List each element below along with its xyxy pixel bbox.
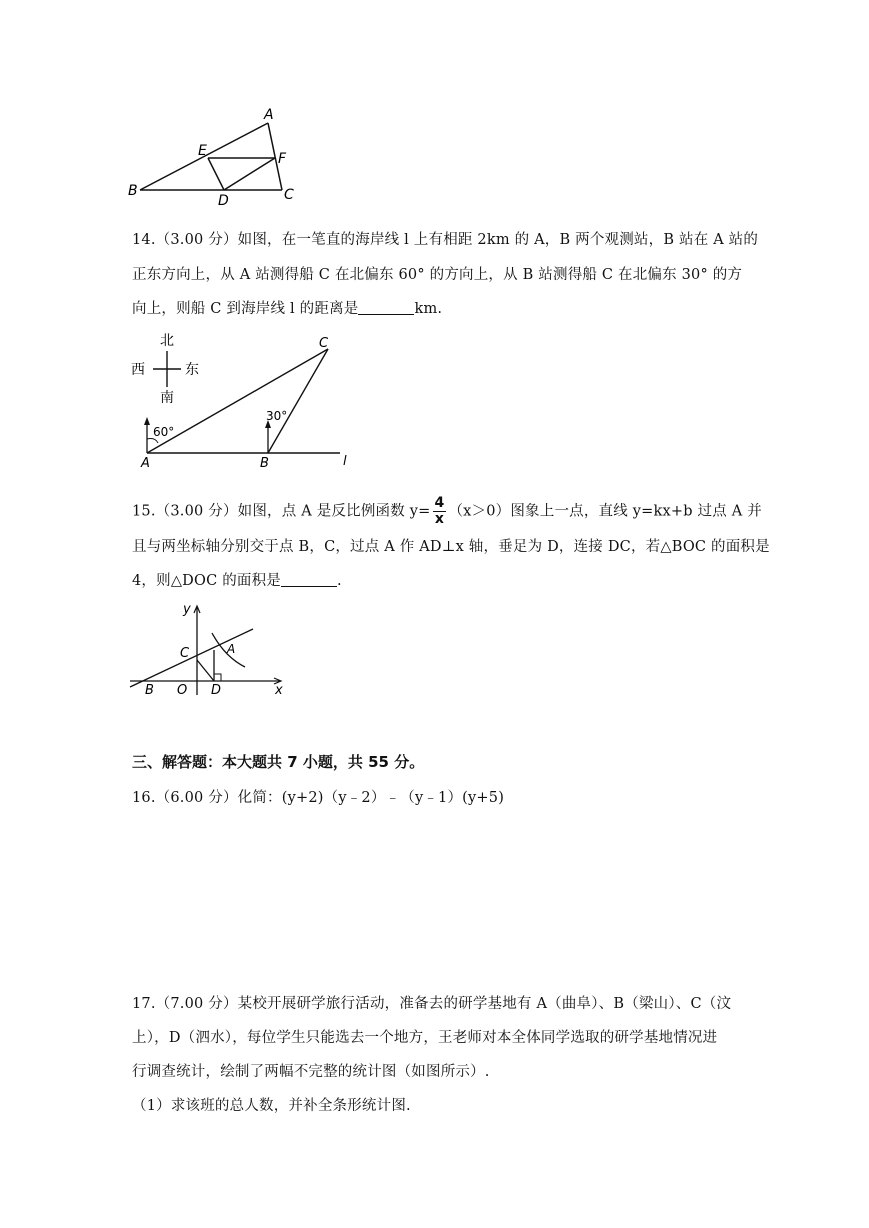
q15-line1-prefix: 15.（3.00 分）如图，点 A 是反比例函数 y= [132,503,431,520]
label-o: O [177,683,188,698]
angle-b-label: 30° [266,409,288,423]
segment-bc [268,349,328,453]
q14-line3 [132,297,442,318]
arrowhead-a [144,417,150,425]
segment-ac [147,349,328,453]
label-c: C [319,336,329,351]
label-a: A [264,107,274,123]
q15-line3-prefix: 4，则△DOC 的面积是 [132,573,281,589]
label-b: B [145,683,154,698]
label-x: x [275,683,283,698]
q16-text: 16.（6.00 分）化简：(y+2)（y﹣2）﹣（y﹣1）(y+5) [132,790,505,806]
q17-sub1: （1）求该班的总人数，并补全条形统计图. [132,1098,411,1114]
answer-blank[interactable] [358,300,414,315]
figure-q14 [125,325,365,470]
q15-line1 [132,496,762,527]
figure-q13 [120,105,310,205]
q15-line3-suffix: . [337,573,342,589]
fraction-4-over-x [433,496,447,527]
q14-line2: 正东方向上，从 A 站测得船 C 在北偏东 60° 的方向上，从 B 站测得船 C 在北偏东 30° 的方 [132,267,743,283]
fraction-denominator: x [434,511,445,527]
segment-df [224,158,275,190]
compass-south: 南 [160,390,174,406]
q14-line1: 14.（3.00 分）如图，在一笔直的海岸线 l 上有相距 2km 的 A，B 两个观测站，B 站在 A 站的 [132,232,759,248]
label-y: y [183,602,191,617]
right-angle-mark [214,674,221,681]
segment-ed [208,158,224,190]
label-d: D [218,193,229,205]
line-kx-plus-b [130,629,253,687]
q17-line3: 行调查统计，绘制了两幅不完整的统计图（如图所示）. [132,1064,490,1080]
label-b: B [128,183,138,199]
label-a: A [227,642,236,656]
label-e: E [198,143,207,159]
compass-west: 西 [131,362,145,378]
label-f: F [278,151,287,167]
angle-a-label: 60° [153,425,175,439]
q14-line3-suffix: km. [414,301,443,317]
angle-arc-a [147,439,158,444]
label-b: B [260,456,269,470]
compass-north: 北 [160,333,174,349]
label-c: C [284,187,294,203]
q17-line2: 上），D（泗水），每位学生只能选去一个地方，王老师对本全体同学选取的研学基地情况进 [132,1030,718,1046]
segment-dc [197,660,214,681]
figure-q15 [125,595,300,700]
q17-line1: 17.（7.00 分）某校开展研学旅行活动，准备去的研学基地有 A（曲阜）、B（梁山）、C（汶 [132,996,732,1012]
section-3-title: 三、解答题：本大题共 7 小题，共 55 分。 [132,753,425,771]
answer-blank[interactable] [281,572,337,587]
label-d: D [211,683,222,698]
q15-line2: 且与两坐标轴分别交于点 B，C，过点 A 作 AD⊥x 轴，垂足为 D，连接 DC，若△BOC 的面积是 [132,539,770,555]
label-a: A [141,456,150,470]
label-l: l [343,454,347,469]
fraction-numerator: 4 [434,495,445,511]
q14-line3-prefix: 向上，则船 C 到海岸线 l 的距离是 [132,301,359,317]
label-c: C [180,646,190,661]
compass-east: 东 [185,362,199,378]
q15-line3 [132,569,342,590]
q15-line1-suffix: （x＞0）图象上一点，直线 y=kx+b 过点 A 并 [448,503,762,520]
